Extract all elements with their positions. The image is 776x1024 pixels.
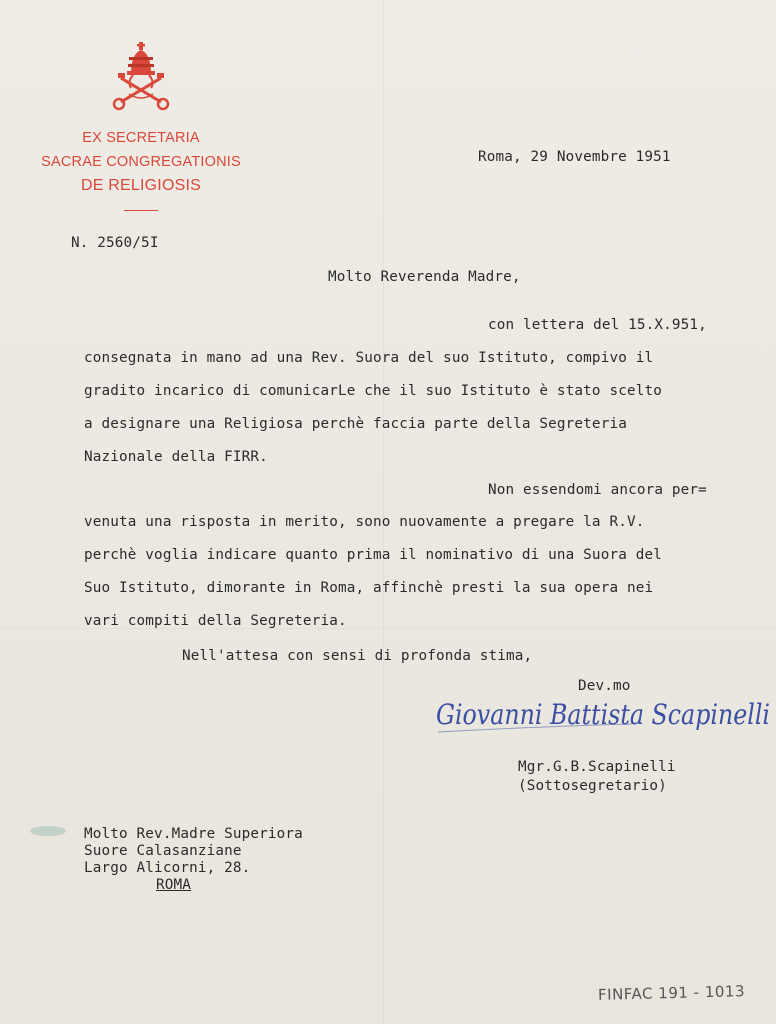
signer-name: Mgr.G.B.Scapinelli (518, 759, 676, 775)
body-line: perchè voglia indicare quanto prima il nominativo di una Suora del (84, 547, 662, 563)
body-line: con lettera del 15.X.951, (488, 317, 707, 333)
recipient-line-3: Largo Alicorni, 28. (84, 860, 251, 876)
recipient-line-2: Suore Calasanziane (84, 843, 242, 859)
closing-line: Nell'attesa con sensi di profonda stima, (182, 648, 533, 664)
handwritten-signature (432, 680, 776, 750)
signature-text: Giovanni Battista Scapinelli (436, 698, 770, 731)
letterhead-line-1: EX SECRETARIA (82, 130, 200, 146)
body-line: venuta una risposta in merito, sono nuovamente a pregare la R.V. (84, 514, 645, 530)
papal-tiara-crossed-keys-icon (109, 40, 173, 112)
body-line: Nazionale della FIRR. (84, 449, 268, 465)
body-line: Non essendomi ancora per= (488, 482, 707, 498)
ink-smudge (30, 826, 66, 836)
letter-date: Roma, 29 Novembre 1951 (478, 149, 671, 165)
letterhead-line-2: SACRAE CONGREGATIONIS (41, 154, 241, 170)
body-line: a designare una Religiosa perchè faccia parte della Segreteria (84, 416, 627, 432)
protocol-number: N. 2560/5I (71, 235, 159, 251)
letterhead-divider (124, 210, 158, 211)
recipient-city: ROMA (156, 877, 192, 893)
letterhead-line-3: DE RELIGIOSIS (81, 177, 201, 194)
valediction: Dev.mo (578, 678, 631, 694)
body-line: Suo Istituto, dimorante in Roma, affinchè presti la sua opera nei (84, 580, 654, 596)
salutation: Molto Reverenda Madre, (328, 269, 521, 285)
body-line: consegnata in mano ad una Rev. Suora del suo Istituto, compivo il (84, 350, 654, 366)
recipient-line-1: Molto Rev.Madre Superiora (84, 826, 303, 842)
body-line: gradito incarico di comunicarLe che il suo Istituto è stato scelto (84, 383, 662, 399)
fold-line-vertical (383, 0, 384, 1024)
body-line: vari compiti della Segreteria. (84, 613, 347, 629)
letterhead (30, 40, 252, 211)
archive-reference: FINFAC 191 - 1013 (597, 982, 746, 1004)
signer-title: (Sottosegretario) (518, 778, 667, 794)
